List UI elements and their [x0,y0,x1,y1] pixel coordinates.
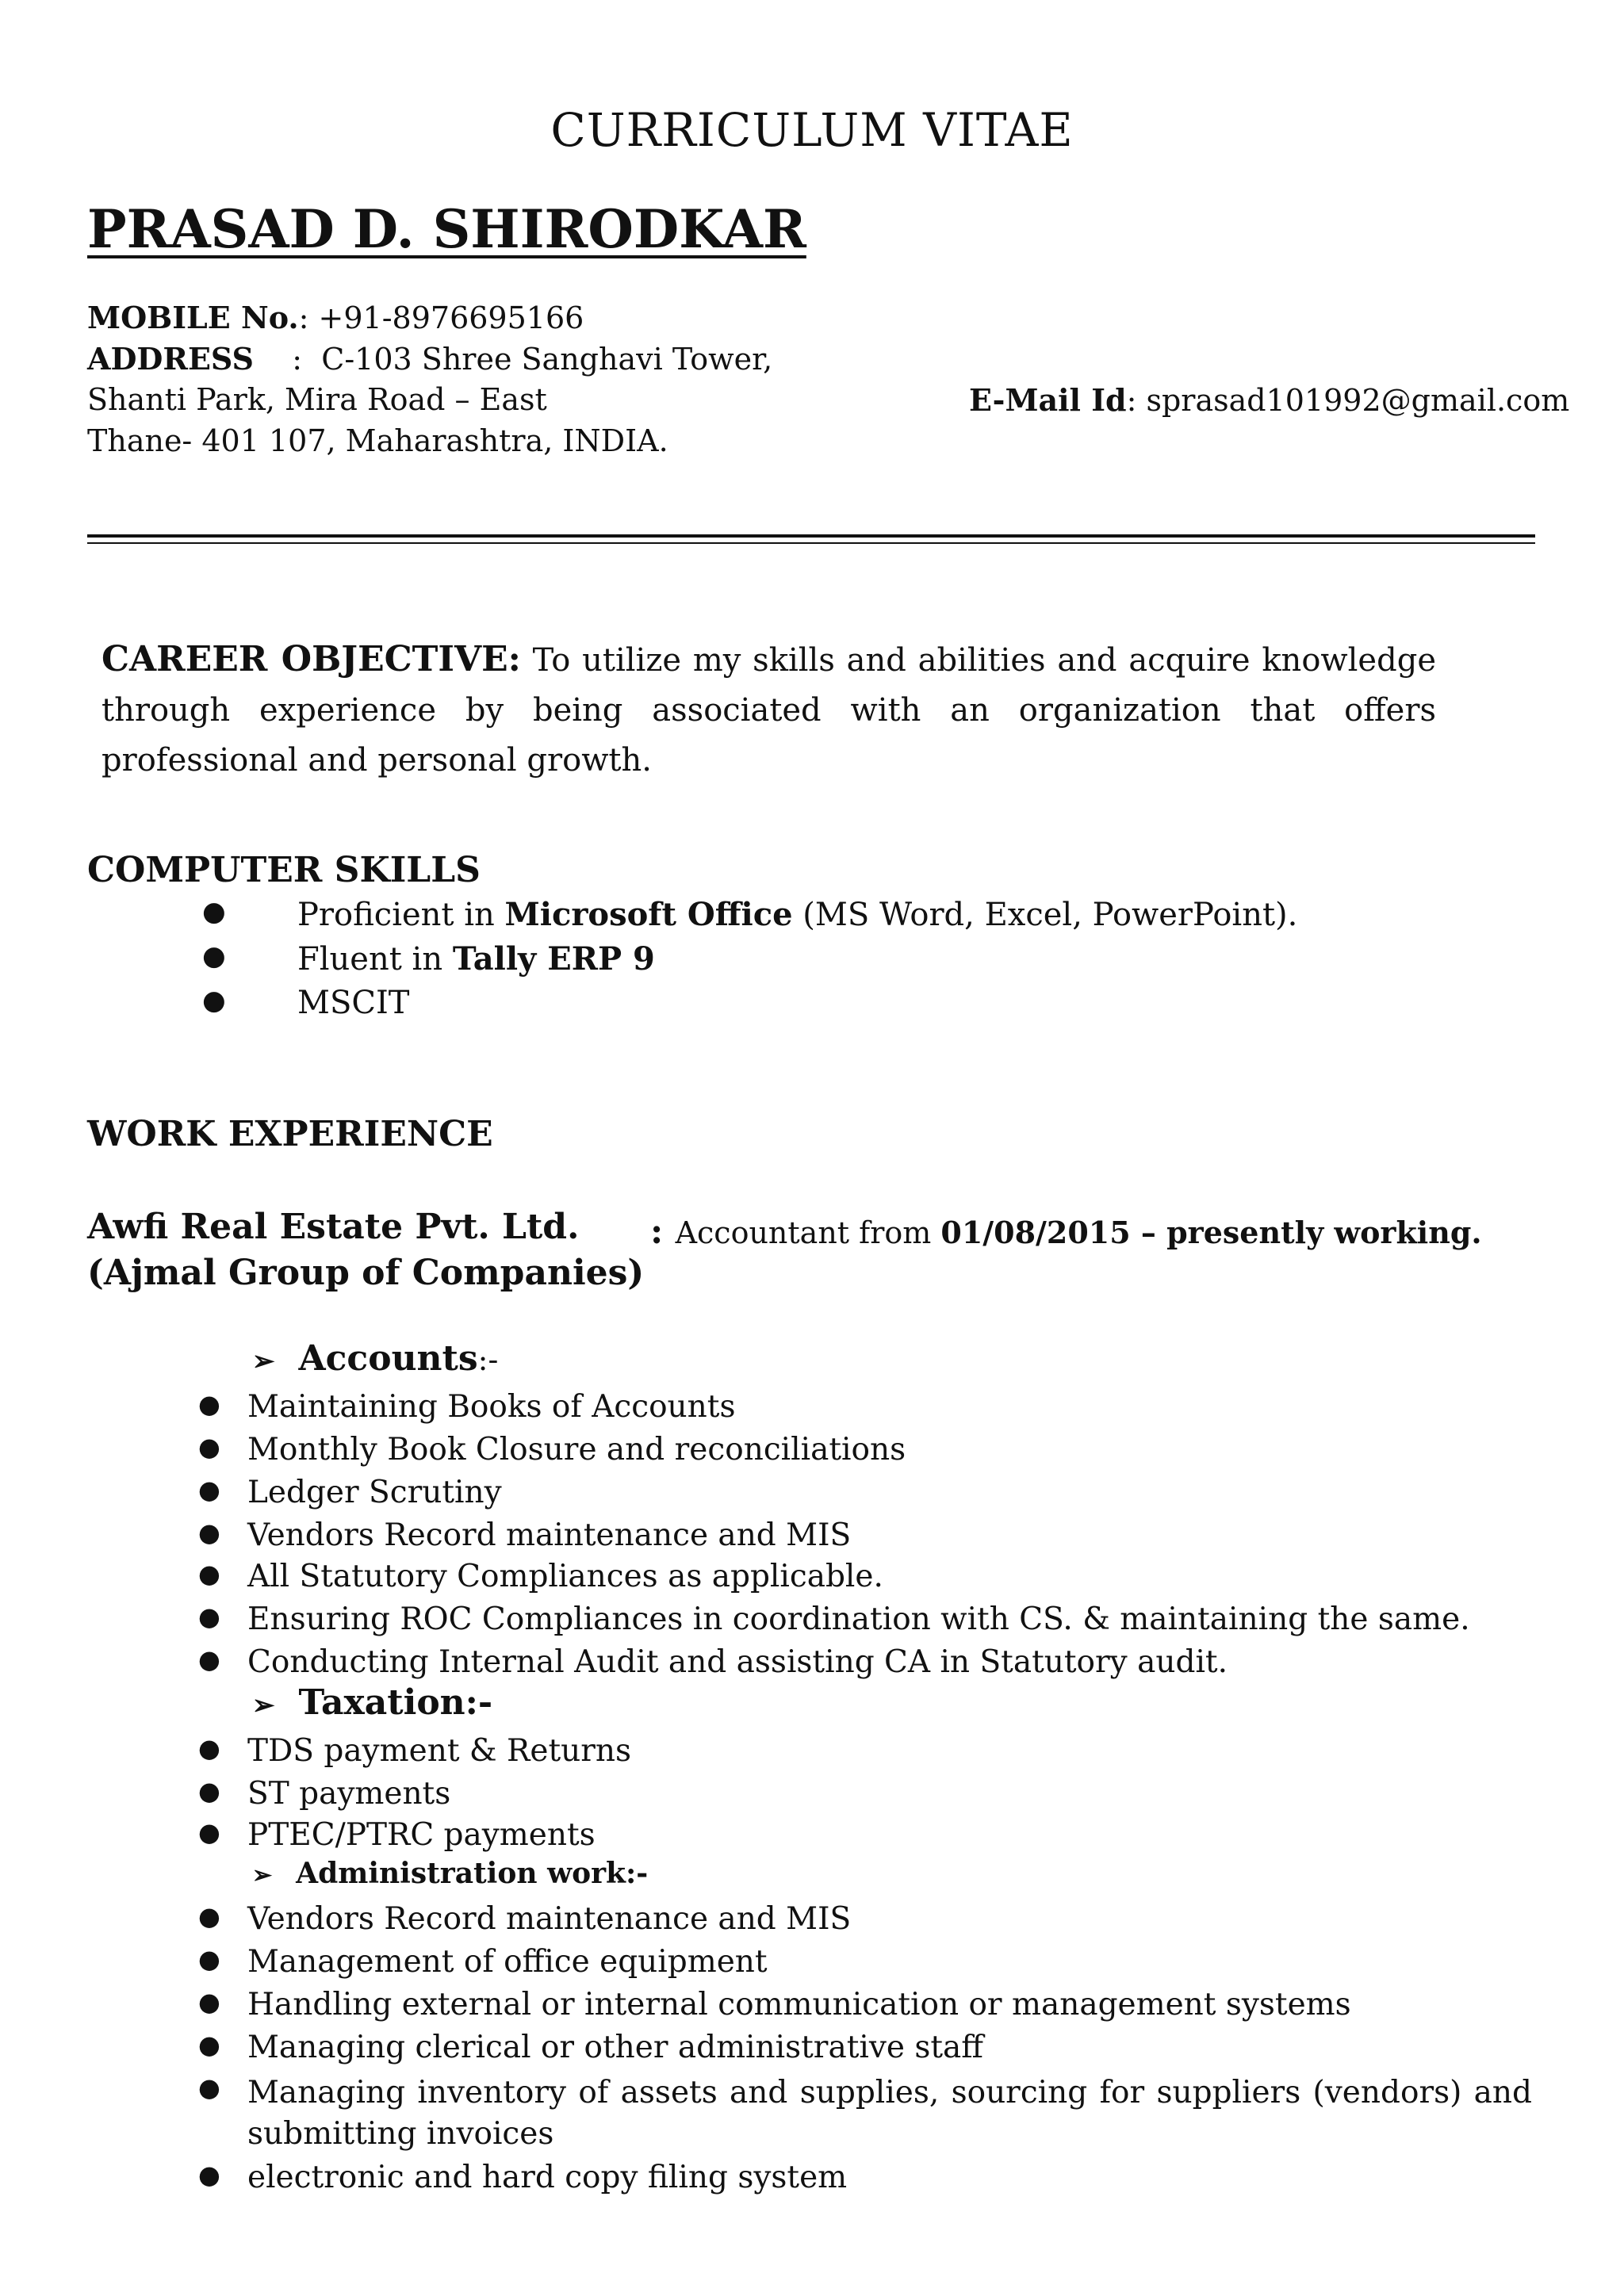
role-text: Accountant from [675,1215,941,1250]
document-title: CURRICULUM VITAE [550,103,1074,157]
bullet-icon: ● [198,1601,220,1632]
bullet-icon: ● [198,1987,220,2017]
company-group: (Ajmal Group of Companies) [87,1253,645,1293]
bullet-icon: ● [202,896,226,928]
career-objective-text: To utilize my skills and abilities and acquire knowledge through experience by being associated with an organization that offers professional and personal growth. [102,642,1436,779]
address-line-1 [87,341,772,377]
address-text-1: C-103 Shree Sanghavi Tower, [321,342,773,377]
arrow-bullet-icon: ➢ [252,1345,275,1377]
email-separator: : [1126,383,1147,418]
bullet-icon: ● [198,1901,220,1931]
bullet-icon: ● [198,1817,220,1847]
arrow-bullet-icon: ➢ [252,1862,273,1889]
resume-page: CURRICULUM VITAE PRASAD D. SHIRODKAR MOBILE No.: +91-8976695166 ADDRESS : C-103 Shree Sanghavi Tower, Shanti Park, Mira Road – East Thane- 401 107, Maharashtra, INDIA. E-Mail Id: sprasad101992@gmail.com CAREER OBJECTIVE: To utilize my skills and abilities and acquire knowledge through experience by being associated with an organization that offers professional and personal growth. COMPUTER SKILLS ● Proficient in Microsoft Office (MS Word, Excel, PowerPoint). ● Fluent in Tally ERP 9 ● MSCIT WORK EXPERIENCE Awfi Real Estate Pvt. Ltd. (Ajmal Group of Companies) : Accountant from 01/08/2015 – presently working. ➢ Accounts:- ● Maintaining Books of Accounts ● Monthly Book Closure and reconciliations ● Ledger Scrutiny ● Vendors Record maintenance and MIS ● All Statutory Compliances as applicable. ● Ensuring ROC Compliances in coordination with CS. & maintaining the same. ● Conducting Internal Audit and assisting CA in Statutory audit. ➢ Taxation:- ● TDS payment & Returns ● ST payments ● PTEC/PTRC payments ➢ Administration work:- ● Vendors Record maintenance and MIS ● Management of office equipment ● Handling external or internal communication or management systems ● Managing clerical or other administrative staff ● Managing inventory of assets and supplies, sourcing for suppliers (vendors) and submitting invoices ● electronic and hard copy filing system [0,0,1624,2296]
job-role [650,1211,1482,1252]
career-objective-label: CAREER OBJECTIVE: [102,639,521,679]
career-objective [102,634,1436,786]
email-address: sprasad101992@gmail.com [1146,383,1570,418]
bullet-icon: ● [198,2160,220,2190]
address-line-2: Shanti Park, Mira Road – East [87,382,547,417]
bullet-icon: ● [198,1944,220,1974]
mobile-line [87,300,584,335]
role-colon: : [650,1211,676,1252]
bullet-icon: ● [198,2030,220,2060]
role-dates: 01/08/2015 – presently working. [940,1215,1482,1250]
computer-skills-heading: COMPUTER SKILLS [87,850,481,890]
divider-bottom [87,542,1535,544]
bullet-icon: ● [198,1644,220,1674]
bullet-icon: ● [198,1475,220,1505]
address-label: ADDRESS [87,341,254,377]
bullet-icon: ● [202,940,226,972]
bullet-icon: ● [198,2072,220,2103]
bullet-icon: ● [198,1733,220,1763]
candidate-name: PRASAD D. SHIRODKAR [87,198,806,260]
bullet-icon: ● [198,1517,220,1548]
administration-subheading: ➢ Administration work:- [252,1857,649,1890]
mobile-label: MOBILE No. [87,300,299,335]
bullet-icon: ● [198,1389,220,1419]
mobile-number: +91-8976695166 [318,300,584,335]
company-name: Awfi Real Estate Pvt. Ltd. [87,1207,580,1247]
email-line [969,382,1569,418]
address-separator: : [253,342,322,377]
bullet-icon: ● [198,1559,220,1589]
divider-top [87,534,1535,538]
bullet-icon: ● [198,1432,220,1462]
accounts-subheading: ➢ Accounts:- [252,1338,499,1379]
email-label: E-Mail Id [969,382,1127,418]
arrow-bullet-icon: ➢ [252,1689,275,1721]
bullet-icon: ● [198,1776,220,1806]
work-experience-heading: WORK EXPERIENCE [87,1114,493,1154]
mobile-separator: : [298,300,319,335]
address-line-3: Thane- 401 107, Maharashtra, INDIA. [87,423,668,458]
taxation-subheading: ➢ Taxation:- [252,1682,493,1723]
bullet-icon: ● [202,985,226,1016]
